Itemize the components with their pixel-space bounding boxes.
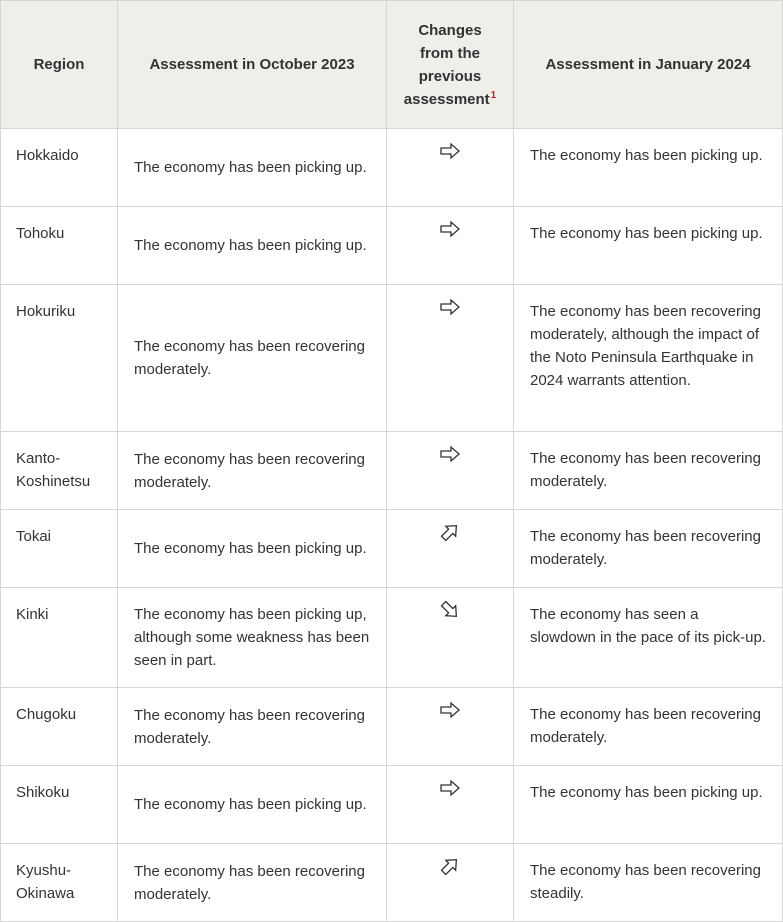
change-cell: [387, 285, 514, 432]
arrow-right-icon: [439, 699, 461, 721]
header-change-line-2: from the: [420, 44, 480, 62]
header-row: [1, 1, 783, 129]
region-cell: Kinki: [1, 588, 118, 688]
table-row: [1, 844, 783, 922]
table-row: [1, 285, 783, 432]
january-cell: The economy has been recovering moderately.: [514, 432, 783, 510]
arrow-right-icon: [439, 296, 461, 318]
region-cell: Tohoku: [1, 207, 118, 285]
january-cell: The economy has seen a slowdown in the pace of its pick-up.: [514, 588, 783, 688]
change-cell: [387, 432, 514, 510]
arrow-right-icon: [439, 443, 461, 465]
january-cell: The economy has been picking up.: [514, 129, 783, 207]
change-cell: [387, 844, 514, 922]
header-change: [387, 1, 514, 129]
arrow-right-icon: [439, 140, 461, 162]
table-row: [1, 688, 783, 766]
arrow-right-icon: [439, 777, 461, 799]
table-row: [1, 588, 783, 688]
october-cell: The economy has been picking up.: [118, 207, 387, 285]
change-cell: [387, 766, 514, 844]
table-row: [1, 207, 783, 285]
january-cell: The economy has been recovering moderately.: [514, 688, 783, 766]
region-cell: Chugoku: [1, 688, 118, 766]
october-cell: The economy has been recovering moderately.: [118, 844, 387, 922]
table-row: [1, 766, 783, 844]
region-cell: Shikoku: [1, 766, 118, 844]
change-cell: [387, 207, 514, 285]
header-change-line-4: assessment: [403, 90, 490, 108]
region-cell: Kyushu-Okinawa: [1, 844, 118, 922]
table-row: [1, 432, 783, 510]
footnote-marker[interactable]: 1: [490, 89, 497, 101]
october-cell: The economy has been recovering moderately.: [118, 688, 387, 766]
arrow-up-right-icon: [439, 855, 461, 877]
change-cell: [387, 588, 514, 688]
october-cell: The economy has been recovering moderately.: [118, 285, 387, 432]
table-row: [1, 129, 783, 207]
change-cell: [387, 510, 514, 588]
october-cell: The economy has been picking up.: [118, 766, 387, 844]
header-october: Assessment in October 2023: [118, 1, 387, 129]
october-cell: The economy has been picking up, although some weakness has been seen in part.: [118, 588, 387, 688]
january-cell: The economy has been picking up.: [514, 207, 783, 285]
arrow-down-right-icon: [439, 599, 461, 621]
october-cell: The economy has been recovering moderately.: [118, 432, 387, 510]
january-cell: The economy has been recovering steadily.: [514, 844, 783, 922]
arrow-up-right-icon: [439, 521, 461, 543]
region-cell: Kanto-Koshinetsu: [1, 432, 118, 510]
january-cell: The economy has been recovering moderately, although the impact of the Noto Peninsula Earthquake in 2024 warrants attention.: [514, 285, 783, 432]
header-january: Assessment in January 2024: [514, 1, 783, 129]
october-cell: The economy has been picking up.: [118, 510, 387, 588]
change-cell: [387, 688, 514, 766]
header-change-line-1: Changes: [418, 21, 482, 39]
region-cell: Hokuriku: [1, 285, 118, 432]
region-cell: Tokai: [1, 510, 118, 588]
header-region: Region: [1, 1, 118, 129]
january-cell: The economy has been recovering moderately.: [514, 510, 783, 588]
arrow-right-icon: [439, 218, 461, 240]
change-cell: [387, 129, 514, 207]
january-cell: The economy has been picking up.: [514, 766, 783, 844]
header-change-line-3: previous: [418, 67, 482, 85]
table-row: [1, 510, 783, 588]
october-cell: The economy has been picking up.: [118, 129, 387, 207]
region-cell: Hokkaido: [1, 129, 118, 207]
